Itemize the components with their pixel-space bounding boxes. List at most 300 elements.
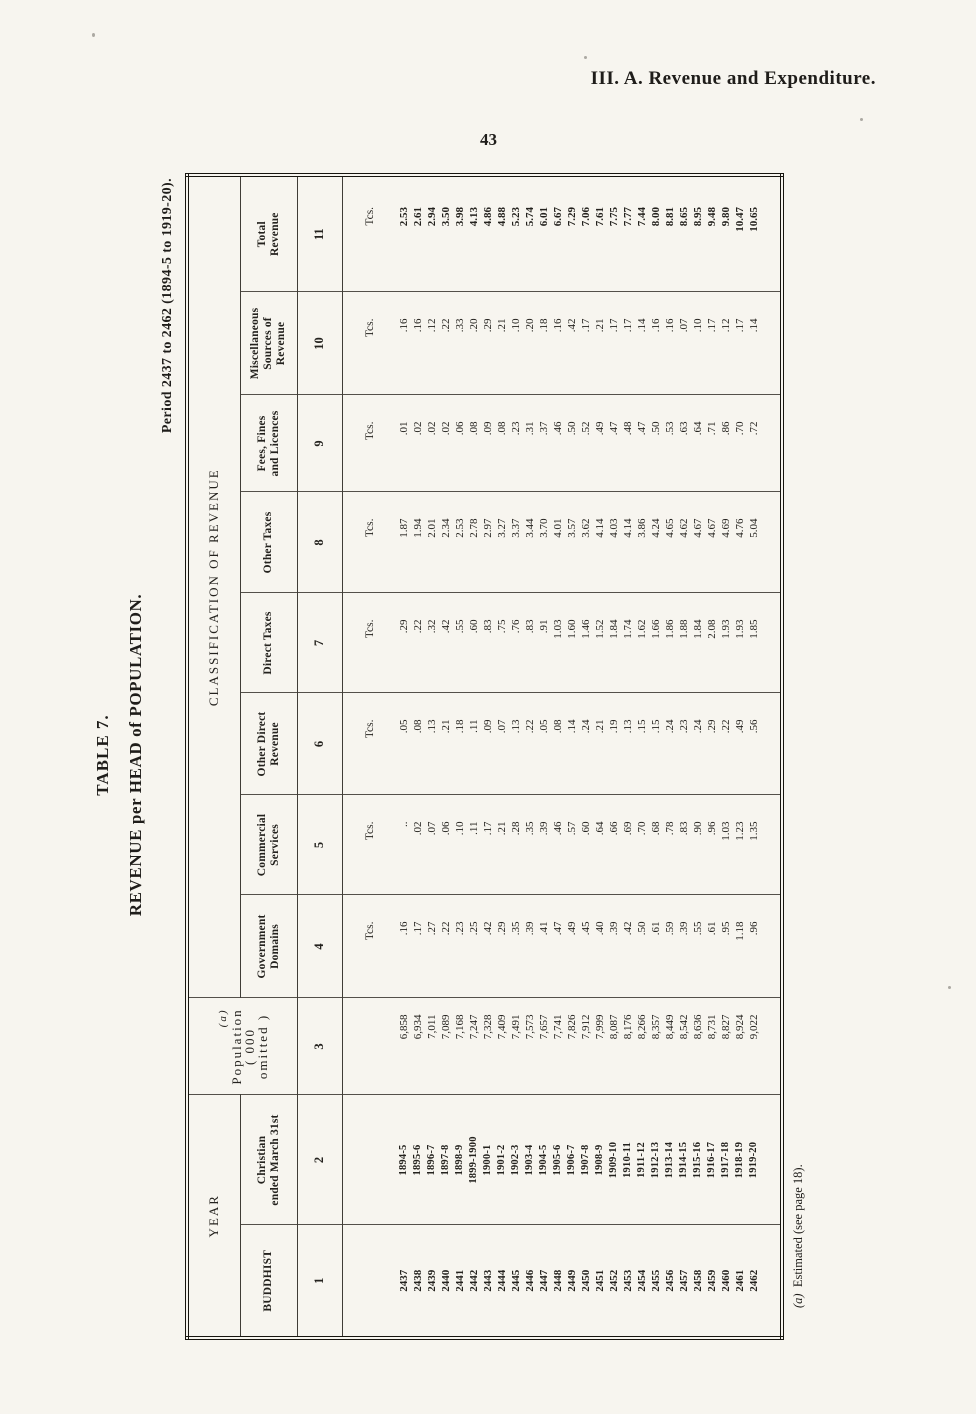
unit-cell: Tcs. <box>342 292 397 395</box>
table-cell: 8,449 <box>663 998 677 1095</box>
table-cell: 7.77 <box>621 175 635 292</box>
table-cell: 1.60 <box>565 593 579 693</box>
col-header-other-direct-revenue: Other Direct Revenue <box>240 693 297 795</box>
table-cell: 3.37 <box>509 492 523 593</box>
table-cell: .12 <box>719 292 733 395</box>
table-cell: .06 <box>439 795 453 895</box>
table-cell: .29 <box>495 895 509 998</box>
table-cell: .61 <box>705 895 719 998</box>
table-cell: .08 <box>551 693 565 795</box>
table-cell: .21 <box>593 693 607 795</box>
table-cell: .05 <box>397 693 411 795</box>
col-header-fees-fines-licences: Fees, Fines and Licences <box>240 395 297 492</box>
unit-cell: Tcs. <box>342 795 397 895</box>
table-cell: .91 <box>537 593 551 693</box>
table-cell: .20 <box>467 292 481 395</box>
filler-cell <box>761 1225 782 1338</box>
table-cell: 2.08 <box>705 593 719 693</box>
table-cell: .13 <box>509 693 523 795</box>
table-cell: .70 <box>635 795 649 895</box>
table-cell: 1898-9 <box>453 1095 467 1225</box>
col-number: 11 <box>297 175 342 292</box>
table-cell: .09 <box>481 693 495 795</box>
table-cell: .66 <box>607 795 621 895</box>
table-cell: .08 <box>411 693 425 795</box>
unit-cell: Tcs. <box>342 895 397 998</box>
table-cell: 4.14 <box>621 492 635 593</box>
table-cell: .49 <box>593 395 607 492</box>
table-row <box>579 175 593 1338</box>
table-row <box>481 175 495 1338</box>
table-cell: .18 <box>537 292 551 395</box>
table-cell: 4.67 <box>691 492 705 593</box>
table-cell: .02 <box>411 395 425 492</box>
table-cell: 1.62 <box>635 593 649 693</box>
table-cell: 2.78 <box>467 492 481 593</box>
filler-cell <box>761 693 782 795</box>
table-cell: 1.88 <box>677 593 691 693</box>
table-cell: .57 <box>565 795 579 895</box>
table-cell: .59 <box>663 895 677 998</box>
table-cell: 1909-10 <box>607 1095 621 1225</box>
table-cell: .18 <box>453 693 467 795</box>
table-cell: 1896-7 <box>425 1095 439 1225</box>
table-cell: 1913-14 <box>663 1095 677 1225</box>
table-cell: .32 <box>425 593 439 693</box>
table-cell: 4.86 <box>481 175 495 292</box>
unit-cell: Tcs. <box>342 593 397 693</box>
table-cell: 5.23 <box>509 175 523 292</box>
table-cell: 3.50 <box>439 175 453 292</box>
table-cell: 2440 <box>440 1269 452 1292</box>
table-cell: .50 <box>649 395 663 492</box>
table-row <box>733 175 747 1338</box>
table-cell: 2441 <box>454 1269 466 1292</box>
scan-speck <box>92 33 95 37</box>
units-row <box>342 175 397 1338</box>
table-cell: .96 <box>747 895 761 998</box>
table-cell: .23 <box>509 395 523 492</box>
table-cell: .68 <box>649 795 663 895</box>
table-cell: .02 <box>411 795 425 895</box>
table-row <box>509 175 523 1338</box>
col-header-buddhist: BUDDHIST <box>240 1225 297 1338</box>
table-cell: 1912-13 <box>649 1095 663 1225</box>
table-cell: 1.85 <box>747 593 761 693</box>
table-cell: 3.57 <box>565 492 579 593</box>
table-cell: 1919-20 <box>747 1095 761 1225</box>
table-cell: 1916-17 <box>705 1095 719 1225</box>
table-cell: .39 <box>677 895 691 998</box>
table-cell: 1908-9 <box>593 1095 607 1225</box>
table-cell: .15 <box>635 693 649 795</box>
filler-cell <box>761 395 782 492</box>
table-row <box>537 175 551 1338</box>
table-cell: 6,858 <box>397 998 411 1095</box>
table-cell: .10 <box>453 795 467 895</box>
table-cell: 1914-15 <box>677 1095 691 1225</box>
table-cell: .17 <box>411 895 425 998</box>
section-header: III. A. Revenue and Expenditure. <box>590 68 876 89</box>
table-cell: 5.04 <box>747 492 761 593</box>
table-cell: .07 <box>495 693 509 795</box>
filler-cell <box>761 292 782 395</box>
footnote-marker: (a) <box>791 1293 805 1308</box>
table-cell: 5.74 <box>523 175 537 292</box>
col-header-christian: Christian ended March 31st <box>240 1095 297 1225</box>
classification-group-header: CLASSIFICATION OF REVENUE <box>187 175 240 998</box>
table-cell: .96 <box>705 795 719 895</box>
table-cell: .40 <box>593 895 607 998</box>
table-cell: .70 <box>733 395 747 492</box>
table-cell: 1.66 <box>649 593 663 693</box>
table-cell: 8.95 <box>691 175 705 292</box>
table-cell: 8,176 <box>621 998 635 1095</box>
table-cell: 1.93 <box>719 593 733 693</box>
table-cell: 1.52 <box>593 593 607 693</box>
col-number: 5 <box>297 795 342 895</box>
table-row <box>425 175 439 1338</box>
table-cell: .17 <box>607 292 621 395</box>
table-cell: 7.06 <box>579 175 593 292</box>
table-cell: .22 <box>523 693 537 795</box>
table-cell: 8.81 <box>663 175 677 292</box>
table-cell: 4.01 <box>551 492 565 593</box>
population-header-line2: ( 000 omitted ) <box>241 1013 270 1080</box>
table-cell: .83 <box>677 795 691 895</box>
table-cell: 8,357 <box>649 998 663 1095</box>
filler-cell <box>761 593 782 693</box>
table-cell: .64 <box>593 795 607 895</box>
table-cell: .47 <box>607 395 621 492</box>
table-cell: .41 <box>537 895 551 998</box>
table-cell: 1.94 <box>411 492 425 593</box>
table-cell: 2451 <box>594 1269 606 1292</box>
table-cell: .75 <box>495 593 509 693</box>
table-row <box>439 175 453 1338</box>
table-cell: 1.87 <box>397 492 411 593</box>
table-cell: 2456 <box>664 1269 676 1292</box>
table-cell: .24 <box>691 693 705 795</box>
table-row <box>691 175 705 1338</box>
table-cell: 3.62 <box>579 492 593 593</box>
table-cell: .16 <box>649 292 663 395</box>
table-cell: 1895-6 <box>411 1095 425 1225</box>
table-cell: 1905-6 <box>551 1095 565 1225</box>
filler-cell <box>761 998 782 1095</box>
table-cell: .90 <box>691 795 705 895</box>
table-cell: 8.00 <box>649 175 663 292</box>
table-cell: 2457 <box>678 1269 690 1292</box>
table-body <box>342 175 782 1338</box>
table-cell: .24 <box>663 693 677 795</box>
table-cell: .42 <box>439 593 453 693</box>
table-cell: .47 <box>551 895 565 998</box>
table-cell: .52 <box>579 395 593 492</box>
table-cell: .31 <box>523 395 537 492</box>
table-cell: 6,934 <box>411 998 425 1095</box>
table-cell: 2448 <box>552 1269 564 1292</box>
table-cell: 1910-11 <box>621 1095 635 1225</box>
table-cell: .48 <box>621 395 635 492</box>
table-cell: .35 <box>523 795 537 895</box>
table-cell: .39 <box>607 895 621 998</box>
table-cell: .23 <box>677 693 691 795</box>
table-cell: .17 <box>705 292 719 395</box>
table-cell: .21 <box>495 795 509 895</box>
table-cell: .50 <box>635 895 649 998</box>
table-cell: .46 <box>551 795 565 895</box>
table-cell: .72 <box>747 395 761 492</box>
table-cell: 6.01 <box>537 175 551 292</box>
scan-speck <box>948 986 951 989</box>
table-cell: 9,022 <box>747 998 761 1095</box>
col-header-other-taxes: Other Taxes <box>240 492 297 593</box>
table-row <box>747 175 761 1338</box>
table-cell: .60 <box>467 593 481 693</box>
table-cell: .08 <box>495 395 509 492</box>
table-cell: 1.84 <box>691 593 705 693</box>
table-cell: .42 <box>481 895 495 998</box>
table-cell: .10 <box>509 292 523 395</box>
scan-speck <box>860 118 863 121</box>
table-cell: .22 <box>411 593 425 693</box>
table-cell: .42 <box>565 292 579 395</box>
unit-cell: Tcs. <box>342 395 397 492</box>
table-cell: 7,912 <box>579 998 593 1095</box>
table-cell: .28 <box>509 795 523 895</box>
table-cell: .06 <box>453 395 467 492</box>
footnote-text: Estimated (see page 18). <box>791 1164 805 1288</box>
table-cell: .02 <box>425 395 439 492</box>
table-cell: .. <box>397 795 411 895</box>
table-row <box>663 175 677 1338</box>
table-cell: 6.67 <box>551 175 565 292</box>
table-cell: 2.97 <box>481 492 495 593</box>
unit-cell <box>342 1225 397 1338</box>
table-cell: .56 <box>747 693 761 795</box>
table-cell: .22 <box>439 292 453 395</box>
table-cell: 1917-18 <box>719 1095 733 1225</box>
table-cell: .86 <box>719 395 733 492</box>
table-cell: 2444 <box>496 1269 508 1292</box>
table-cell: 1907-8 <box>579 1095 593 1225</box>
table-cell: 1.74 <box>621 593 635 693</box>
table-row <box>593 175 607 1338</box>
col-number: 6 <box>297 693 342 795</box>
unit-cell: Tcs. <box>342 175 397 292</box>
table-cell: 1904-5 <box>537 1095 551 1225</box>
table-cell: 2438 <box>412 1269 424 1292</box>
footnote-marker-a: (a) <box>216 1008 229 1028</box>
table-cell: .60 <box>579 795 593 895</box>
table-cell: 2452 <box>608 1269 620 1292</box>
table-cell: .46 <box>551 395 565 492</box>
table-cell: .76 <box>509 593 523 693</box>
table-cell: .17 <box>621 292 635 395</box>
table-cell: 8,636 <box>691 998 705 1095</box>
table-cell: 1.46 <box>579 593 593 693</box>
table-cell: 1900-1 <box>481 1095 495 1225</box>
table-cell: 9.48 <box>705 175 719 292</box>
table-row <box>635 175 649 1338</box>
table-cell: 2.34 <box>439 492 453 593</box>
table-row <box>397 175 411 1338</box>
table-cell: 7,826 <box>565 998 579 1095</box>
table-cell: 2446 <box>524 1269 536 1292</box>
filler-cell <box>761 175 782 292</box>
column-names-row <box>240 175 297 1338</box>
table-cell: 4.62 <box>677 492 691 593</box>
table-row <box>467 175 481 1338</box>
table-cell: .42 <box>621 895 635 998</box>
table-cell: 9.80 <box>719 175 733 292</box>
table-cell: .63 <box>677 395 691 492</box>
table-row <box>565 175 579 1338</box>
table-cell: 2449 <box>566 1269 578 1292</box>
table-cell: 2459 <box>706 1269 718 1292</box>
table-cell: .33 <box>453 292 467 395</box>
table-cell: .71 <box>705 395 719 492</box>
table-cell: .53 <box>663 395 677 492</box>
col-number: 9 <box>297 395 342 492</box>
table-cell: 1.18 <box>733 895 747 998</box>
table-row <box>719 175 733 1338</box>
table-cell: 4.13 <box>467 175 481 292</box>
col-number: 7 <box>297 593 342 693</box>
table-cell: 7,657 <box>537 998 551 1095</box>
table-cell: .23 <box>453 895 467 998</box>
col-number: 2 <box>297 1095 342 1225</box>
table-cell: .14 <box>565 693 579 795</box>
table-cell: .27 <box>425 895 439 998</box>
table-cell: .37 <box>537 395 551 492</box>
table-cell: 4.03 <box>607 492 621 593</box>
table-cell: .55 <box>453 593 467 693</box>
table-cell: 7,011 <box>425 998 439 1095</box>
table-cell: 8,827 <box>719 998 733 1095</box>
table-cell: .16 <box>663 292 677 395</box>
unit-cell: Tcs. <box>342 492 397 593</box>
table-row <box>677 175 691 1338</box>
table-cell: 2443 <box>482 1269 494 1292</box>
table-cell: 8.65 <box>677 175 691 292</box>
col-number: 1 <box>297 1225 342 1338</box>
table-row <box>607 175 621 1338</box>
population-header-line1: Population <box>228 1008 244 1085</box>
filler-row <box>761 175 782 1338</box>
table-cell: .11 <box>467 795 481 895</box>
col-header-miscellaneous: Miscellaneous Sources of Revenue <box>240 292 297 395</box>
table-cell: 2.53 <box>397 175 411 292</box>
table-cell: .01 <box>397 395 411 492</box>
table-row <box>523 175 537 1338</box>
table-cell: 1901-2 <box>495 1095 509 1225</box>
table-cell: .22 <box>439 895 453 998</box>
table-cell: 4.67 <box>705 492 719 593</box>
table-cell: .12 <box>425 292 439 395</box>
table-cell: 7,089 <box>439 998 453 1095</box>
revenue-per-head-table <box>185 173 784 1340</box>
population-header <box>187 998 297 1095</box>
table-cell: .69 <box>621 795 635 895</box>
table-cell: .78 <box>663 795 677 895</box>
table-cell: 2442 <box>468 1269 480 1292</box>
table-cell: .17 <box>579 292 593 395</box>
table-cell: 7,247 <box>467 998 481 1095</box>
unit-cell <box>342 1095 397 1225</box>
table-row <box>453 175 467 1338</box>
table-cell: .39 <box>537 795 551 895</box>
table-cell: .35 <box>509 895 523 998</box>
table-cell: 2.61 <box>411 175 425 292</box>
table-cell: 2447 <box>538 1269 550 1292</box>
table-cell: .50 <box>565 395 579 492</box>
table-cell: .25 <box>467 895 481 998</box>
table-cell: .22 <box>719 693 733 795</box>
table-row <box>551 175 565 1338</box>
table-row <box>621 175 635 1338</box>
table-cell: 3.70 <box>537 492 551 593</box>
unit-cell: Tcs. <box>342 693 397 795</box>
table-cell: .16 <box>397 292 411 395</box>
table-cell: .55 <box>691 895 705 998</box>
table-cell: 1.03 <box>719 795 733 895</box>
table-cell: 1.35 <box>747 795 761 895</box>
table-cell: 3.44 <box>523 492 537 593</box>
table-cell: 7,741 <box>551 998 565 1095</box>
table-cell: 3.98 <box>453 175 467 292</box>
table-cell: 7.75 <box>607 175 621 292</box>
table-cell: 2437 <box>398 1269 410 1292</box>
table-cell: 2453 <box>622 1269 634 1292</box>
table-cell: .17 <box>481 795 495 895</box>
table-cell: 7,409 <box>495 998 509 1095</box>
table-cell: 10.65 <box>747 175 761 292</box>
table-cell: .07 <box>677 292 691 395</box>
table-cell: 1.93 <box>733 593 747 693</box>
table-row <box>495 175 509 1338</box>
table-cell: .21 <box>495 292 509 395</box>
table-cell: .15 <box>649 693 663 795</box>
table-cell: 8,087 <box>607 998 621 1095</box>
col-header-direct-taxes: Direct Taxes <box>240 593 297 693</box>
page-number: 43 <box>480 130 497 149</box>
table-cell: 8,731 <box>705 998 719 1095</box>
table-cell: .05 <box>537 693 551 795</box>
table-cell: 2.01 <box>425 492 439 593</box>
table-number-title: TABLE 7. <box>93 714 112 796</box>
table-cell: 7,999 <box>593 998 607 1095</box>
table-cell: 7.44 <box>635 175 649 292</box>
filler-cell <box>761 795 782 895</box>
col-header-total-revenue: Total Revenue <box>240 175 297 292</box>
table-cell: 2.53 <box>453 492 467 593</box>
table-cell: .47 <box>635 395 649 492</box>
table-cell: 1911-12 <box>635 1095 649 1225</box>
table-cell: 2458 <box>692 1269 704 1292</box>
table-cell: .49 <box>565 895 579 998</box>
table-cell: .02 <box>439 395 453 492</box>
table-head <box>187 175 342 1338</box>
table-cell: 2461 <box>734 1269 746 1292</box>
table-cell: 1902-3 <box>509 1095 523 1225</box>
table-cell: 4.65 <box>663 492 677 593</box>
col-number: 10 <box>297 292 342 395</box>
table-cell: 2445 <box>510 1269 522 1292</box>
group-header-row <box>187 175 240 1338</box>
year-group-header: YEAR <box>187 1095 240 1338</box>
